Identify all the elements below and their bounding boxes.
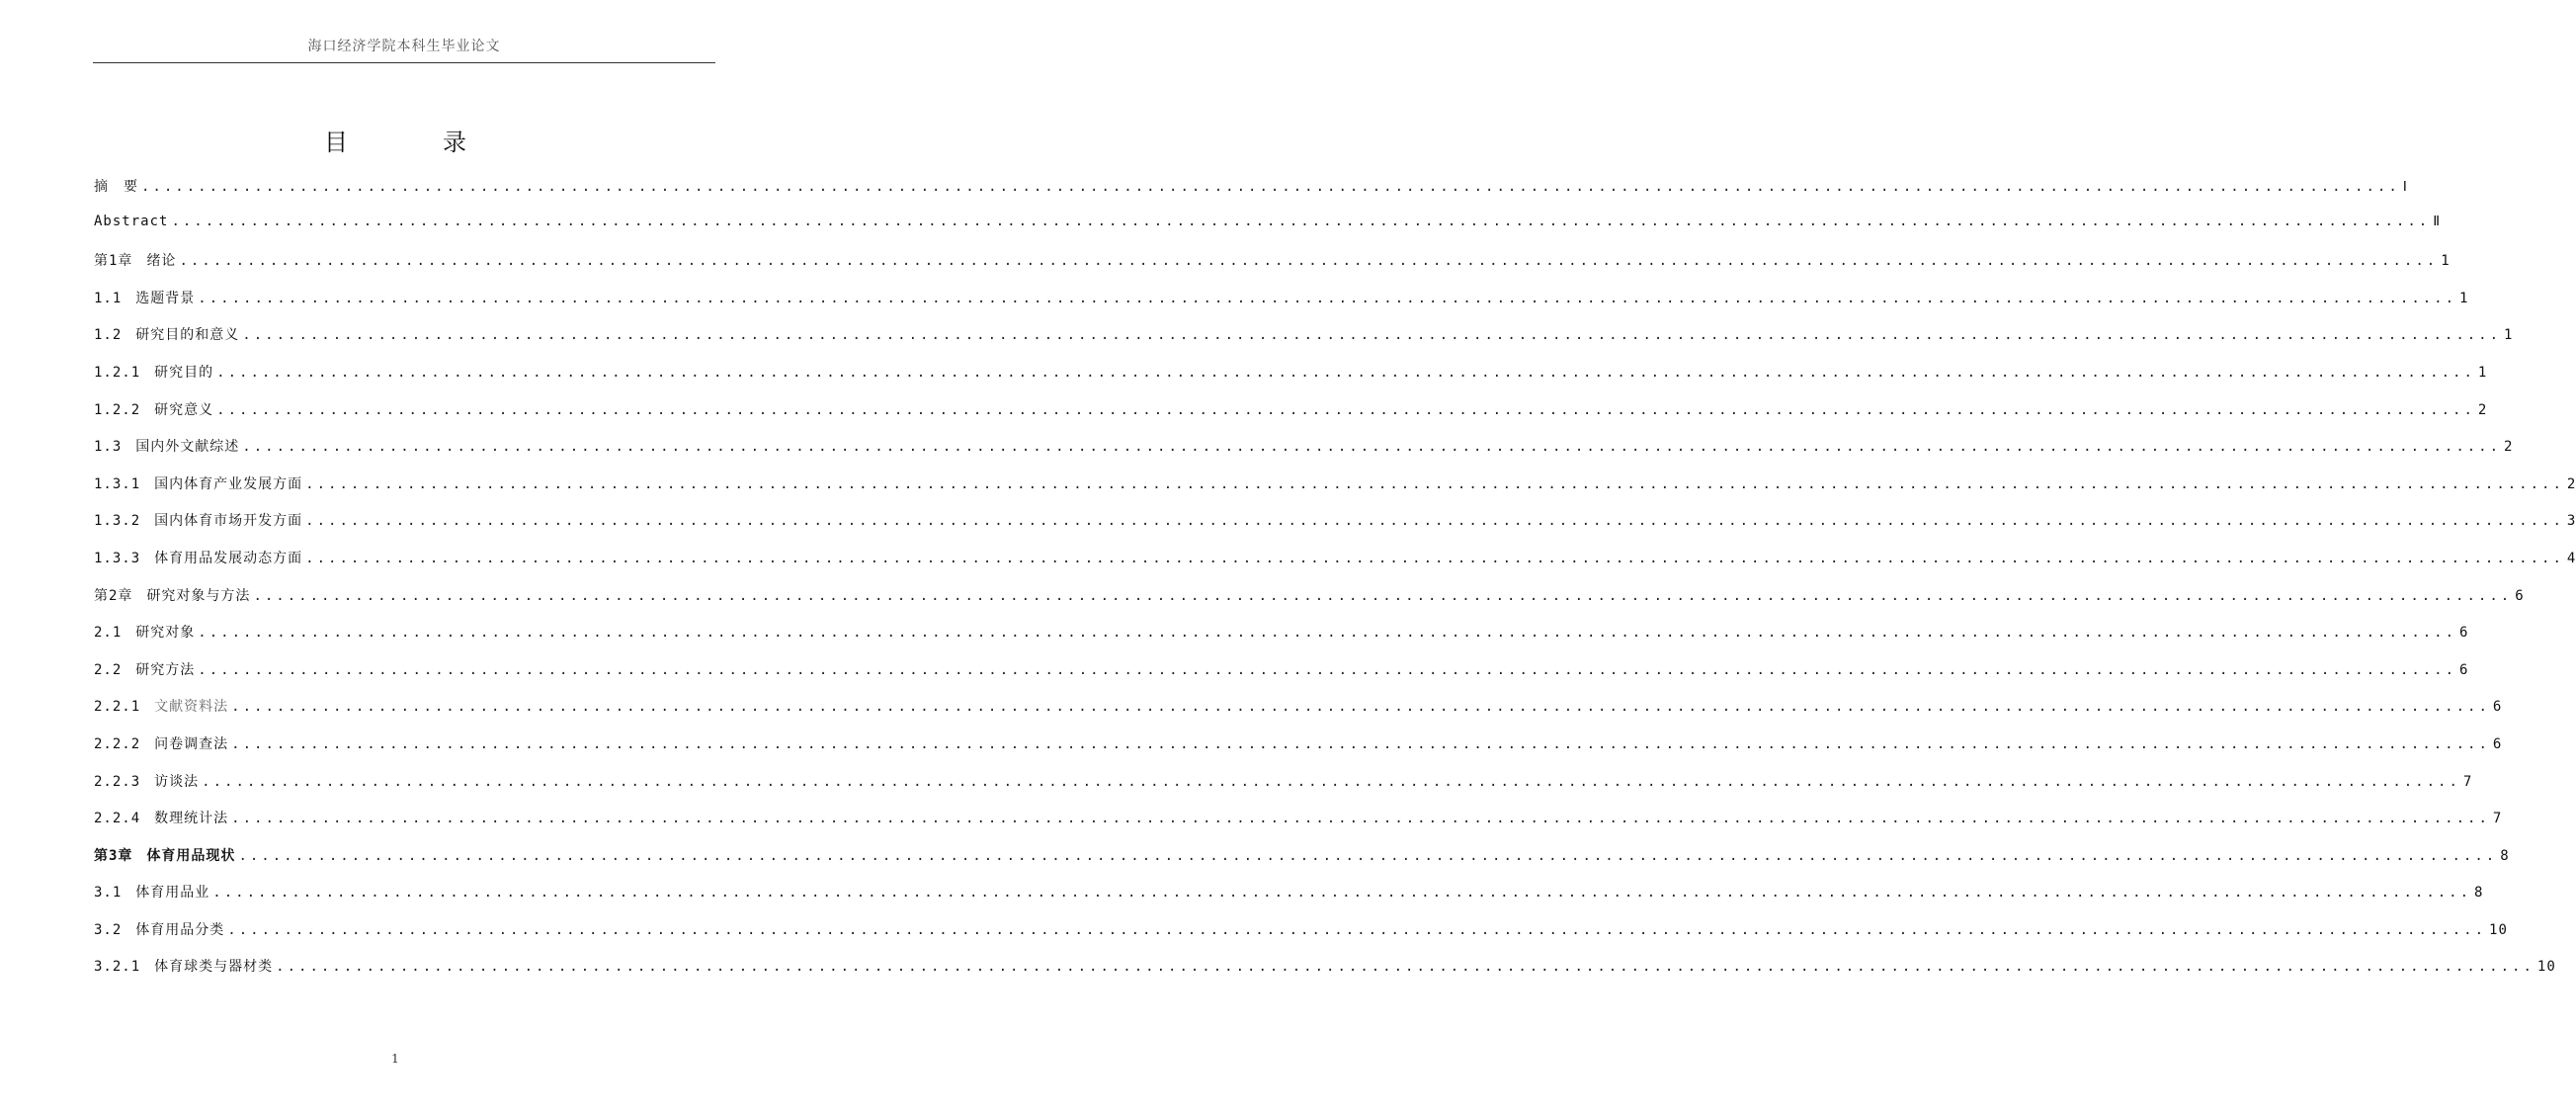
- toc-entry[interactable]: [94, 288, 2469, 325]
- toc-entry-title: 选题背景: [135, 290, 196, 306]
- toc-entry-number: 2.2.4: [94, 811, 141, 827]
- toc-entry-page: 7: [2492, 811, 2503, 827]
- toc-entry[interactable]: [94, 213, 2442, 251]
- dot-leader: ........................................................................................................................................................................................................: [231, 735, 2490, 752]
- dot-leader: ........................................................................................................................................................................................................: [212, 885, 2472, 902]
- toc-entry-title: 访谈法: [154, 773, 200, 790]
- toc-entry[interactable]: [94, 585, 2525, 623]
- toc-entry-page: 8: [2500, 847, 2510, 864]
- dot-leader: ........................................................................................................................................................................................................: [171, 213, 2431, 229]
- toc-entry[interactable]: [94, 733, 2503, 771]
- toc-entry-page: Ⅰ: [2402, 179, 2408, 195]
- toc-entry-page: 1: [2504, 327, 2514, 344]
- running-header: 海口经济学院本科生毕业论文: [307, 39, 501, 54]
- toc-entry[interactable]: [94, 919, 2508, 957]
- toc-entry-number: 2.2.1: [94, 699, 141, 716]
- toc-entry-page: 1: [2477, 364, 2488, 381]
- toc-entry-title: 体育用品发展动态方面: [154, 550, 303, 566]
- dot-leader: ........................................................................................................................................................................................................: [305, 475, 2564, 492]
- dot-leader: ........................................................................................................................................................................................................: [276, 959, 2534, 976]
- toc-entry-page: 6: [2492, 735, 2503, 752]
- dot-leader: ........................................................................................................................................................................................................: [216, 401, 2475, 418]
- toc-entry[interactable]: [94, 548, 2576, 585]
- toc-entry[interactable]: [94, 176, 2408, 214]
- toc-entry-number: 1.3.1: [94, 475, 141, 492]
- toc-entry-number: 2.2.3: [94, 773, 141, 790]
- toc-entry-title: 摘 要: [94, 179, 138, 195]
- dot-leader: ........................................................................................................................................................................................................: [202, 773, 2460, 790]
- toc-entry-page: 2: [2566, 475, 2576, 492]
- toc-entry-number: 2.1: [94, 625, 123, 642]
- toc-entry[interactable]: [94, 399, 2488, 437]
- header-rule: [93, 62, 715, 63]
- toc-entry-page: 6: [2515, 587, 2525, 604]
- toc-entry-title: 绪论: [146, 253, 177, 270]
- toc-entry-number: 1.2: [94, 327, 123, 344]
- toc-entry-page: 2: [2504, 439, 2514, 456]
- toc-entry-title: 研究目的和意义: [135, 327, 240, 344]
- toc-entry-title: 体育用品业: [135, 885, 210, 902]
- dot-leader: ........................................................................................................................................................................................................: [238, 847, 2498, 864]
- toc-entry-page: 10: [2536, 959, 2556, 976]
- toc-entry-number: 1.2.1: [94, 364, 141, 381]
- toc-entry[interactable]: [94, 250, 2451, 288]
- toc-entry-page: 6: [2459, 661, 2469, 678]
- toc-entry[interactable]: [94, 473, 2576, 511]
- toc-entry-number: 3.1: [94, 885, 123, 902]
- toc-entry-title: 体育球类与器材类: [154, 959, 274, 976]
- toc-entry-page: 1: [2441, 253, 2451, 270]
- toc-entry-number: 2.2.2: [94, 735, 141, 752]
- toc-entry-number: 3.2: [94, 921, 123, 938]
- toc-entry-title: 研究方法: [135, 661, 196, 678]
- toc-entry[interactable]: [94, 324, 2514, 362]
- dot-leader: ........................................................................................................................................................................................................: [216, 364, 2475, 381]
- dot-leader: ........................................................................................................................................................................................................: [198, 625, 2457, 642]
- toc-entry-page: 6: [2492, 699, 2503, 716]
- toc-entry-number: 1.3.3: [94, 550, 141, 566]
- toc-entry-page: 4: [2566, 550, 2576, 566]
- toc-entry[interactable]: [94, 956, 2556, 993]
- toc-entry-number: 3.2.1: [94, 959, 141, 976]
- toc-entry-number: 第1章: [94, 253, 133, 270]
- toc-entry-title: 文献资料法: [154, 699, 229, 716]
- toc-entry-page: 3: [2566, 513, 2576, 530]
- toc-entry-title: 体育用品现状: [146, 847, 236, 864]
- toc-entry-title: 问卷调查法: [154, 735, 229, 752]
- toc-entry-page: 1: [2459, 290, 2469, 306]
- toc-entry[interactable]: [94, 436, 2514, 473]
- dot-leader: ........................................................................................................................................................................................................: [141, 179, 2400, 195]
- toc-entry[interactable]: [94, 659, 2469, 697]
- toc-entry-title: 数理统计法: [154, 811, 229, 827]
- toc-entry[interactable]: [94, 882, 2484, 919]
- toc-entry-page: 10: [2489, 921, 2508, 938]
- dot-leader: ........................................................................................................................................................................................................: [227, 921, 2487, 938]
- toc-entry-number: 1.3.2: [94, 513, 141, 530]
- toc-entry-page: 8: [2474, 885, 2484, 902]
- toc-entry-title: 研究意义: [154, 401, 214, 418]
- toc-entry[interactable]: [94, 362, 2488, 399]
- toc-entry-number: 2.2: [94, 661, 123, 678]
- toc-entry-title: 研究对象与方法: [146, 587, 251, 604]
- toc-entry-number: 第3章: [94, 847, 133, 864]
- dot-leader: ........................................................................................................................................................................................................: [179, 253, 2439, 270]
- dot-leader: ........................................................................................................................................................................................................: [231, 699, 2490, 716]
- toc-entry[interactable]: [94, 771, 2473, 809]
- toc-entry[interactable]: [94, 510, 2576, 548]
- toc-entry-number: 第2章: [94, 587, 133, 604]
- toc-entry[interactable]: [94, 845, 2510, 883]
- toc-entry[interactable]: [94, 696, 2503, 733]
- page-number: 1: [391, 1052, 399, 1066]
- toc-entry[interactable]: [94, 808, 2503, 845]
- toc-title: 目 录: [324, 129, 502, 156]
- toc-entry-number: 1.1: [94, 290, 123, 306]
- dot-leader: ........................................................................................................................................................................................................: [198, 290, 2457, 306]
- table-of-contents: [94, 176, 2576, 993]
- dot-leader: ........................................................................................................................................................................................................: [253, 587, 2513, 604]
- toc-entry-page: 7: [2462, 773, 2473, 790]
- toc-entry-title: 体育用品分类: [135, 921, 225, 938]
- dot-leader: ........................................................................................................................................................................................................: [305, 513, 2564, 530]
- toc-entry-page: 6: [2459, 625, 2469, 642]
- toc-entry[interactable]: [94, 622, 2469, 659]
- toc-entry-title: 国内体育产业发展方面: [154, 475, 303, 492]
- toc-entry-page: Ⅱ: [2433, 213, 2442, 229]
- dot-leader: ........................................................................................................................................................................................................: [231, 811, 2490, 827]
- toc-entry-number: 1.2.2: [94, 401, 141, 418]
- toc-entry-page: 2: [2477, 401, 2488, 418]
- dot-leader: ........................................................................................................................................................................................................: [242, 439, 2502, 456]
- toc-entry-number: 1.3: [94, 439, 123, 456]
- toc-entry-title: 研究目的: [154, 364, 214, 381]
- dot-leader: ........................................................................................................................................................................................................: [242, 327, 2502, 344]
- dot-leader: ........................................................................................................................................................................................................: [305, 550, 2564, 566]
- toc-entry-title: 国内体育市场开发方面: [154, 513, 303, 530]
- toc-entry-title: 国内外文献综述: [135, 439, 240, 456]
- toc-entry-title: 研究对象: [135, 625, 196, 642]
- toc-entry-title: Abstract: [94, 213, 169, 229]
- dot-leader: ........................................................................................................................................................................................................: [198, 661, 2457, 678]
